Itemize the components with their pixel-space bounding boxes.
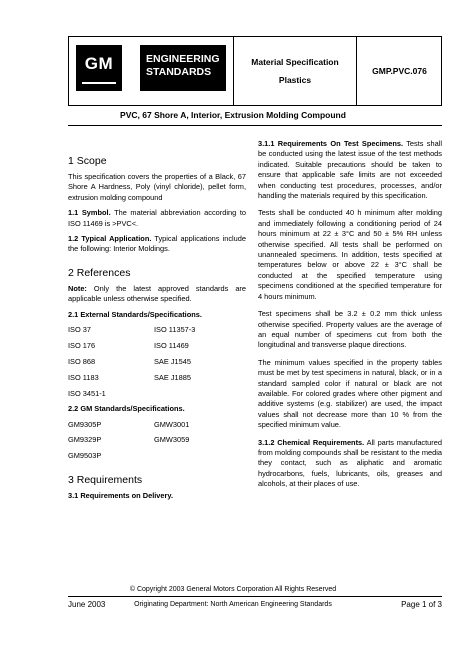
- standard-item: ISO 11357-3: [154, 325, 196, 335]
- minimum-values-paragraph: The minimum values specified in the property tables must be met by test specimens in natural, black, or in a standard sampled color if natural or black are not available. For colored grades where other pigment and additive systems (e.g. stabilizer) are used, the impact values shall not decrease more than 10 % from the specified minimum value.: [258, 357, 442, 430]
- chemical-requirements-label: 3.1.2 Chemical Requirements.: [258, 437, 365, 447]
- standard-item: ISO 176: [68, 340, 96, 350]
- scope-text: This specification covers the properties of a Black, 67 Shore A Hardness, Poly (vinyl chloride), pellet form, extrusion molding compound: [68, 172, 246, 202]
- standard-item: GM9503P: [68, 451, 102, 461]
- symbol-text: The material abbreviation according to ISO 11469 is >PVC<.: [68, 208, 246, 228]
- gm-logo-underline: [82, 82, 116, 84]
- gm-logo-text: GM: [84, 54, 114, 73]
- standard-item: [154, 389, 234, 399]
- standard-item: ISO 1183: [68, 372, 99, 382]
- standard-item: GM9329P: [68, 435, 102, 445]
- conditioning-paragraph: Tests shall be conducted 40 h minimum after molding and immediately following a conditioning period of 24 hours minimum at 22 ± 3°C and 50 ± 5% RH unless otherwise specified. All tests shall be performed on unannealed specimens. In addition, tests specified at temperatures below or above 22 ± 3°C shall be conducted at the specified temperature using specimens conditioned at the specified temperature for 4 hours minimum.: [258, 208, 442, 301]
- typical-label: 1.2 Typical Application.: [68, 234, 152, 244]
- symbol-paragraph: [68, 208, 246, 229]
- note-label: Note:: [68, 283, 87, 293]
- left-column: [68, 155, 246, 501]
- copyright: © Copyright 2003 General Motors Corporation All Rights Reserved: [129, 586, 337, 593]
- chemical-requirements-paragraph: [258, 438, 442, 490]
- footer-date: June 2003: [68, 600, 106, 609]
- test-specimens-paragraph: [258, 139, 442, 201]
- spec-subtitle: Plastics: [278, 75, 312, 85]
- standard-item: SAE J1885: [154, 372, 191, 382]
- document-title: PVC, 67 Shore A, Interior, Extrusion Molding Compound: [120, 110, 346, 120]
- right-column: [258, 139, 442, 490]
- scope-heading: 1 Scope: [68, 155, 107, 167]
- standard-item: ISO 11469: [154, 340, 189, 350]
- chemical-requirements-text: All parts manufactured from molding compounds shall be resistant to the media they contact, such as aliphatic and aromatic hydrocarbons, fuels, lubricants, oils, greases and alcohols, at their places of use.: [258, 437, 442, 489]
- typical-paragraph: [68, 234, 246, 255]
- test-specimens-text: Tests shall be conducted using the latest issue of the test methods indicated. Suitable precautions should be taken to ensure that applicable safe limits are not exceeded when conducting test procedures, processes, and/or handling the materials required by this specification.: [258, 139, 442, 201]
- standard-item: ISO 868: [68, 356, 96, 366]
- typical-text: Typical applications include the following: Interior Moldings.: [68, 234, 246, 254]
- standard-item: GM9305P: [68, 419, 102, 429]
- brand-line-1: ENGINEERING: [146, 53, 220, 65]
- page-number: Page 1 of 3: [401, 600, 442, 609]
- note-text: Only the latest approved standards are applicable unless otherwise specified.: [68, 283, 247, 304]
- external-standards-heading: 2.1 External Standards/Specifications.: [68, 309, 202, 319]
- standard-item: GMW3001: [154, 419, 190, 429]
- title-rule: [68, 125, 442, 126]
- gm-standards-heading: 2.2 GM Standards/Specifications.: [68, 404, 185, 414]
- requirements-heading: 3 Requirements: [68, 473, 143, 486]
- gm-standards-list: [68, 420, 246, 462]
- brand-line-2: STANDARDS: [146, 66, 212, 78]
- standard-item: [154, 451, 234, 461]
- standard-item: SAE J1545: [154, 356, 191, 366]
- spec-title-cell: [234, 36, 357, 106]
- references-heading: 2 References: [68, 266, 131, 279]
- footer-department: Originating Department: North American Engineering Standards: [134, 601, 332, 608]
- engineering-standards-logo: [140, 45, 226, 91]
- requirements-delivery-heading: 3.1 Requirements on Delivery.: [68, 490, 174, 500]
- standard-item: ISO 3451-1: [68, 388, 106, 398]
- test-specimens-label: 3.1.1 Requirements On Test Specimens.: [258, 139, 404, 148]
- note-paragraph: [68, 284, 246, 305]
- footer-rule: [68, 596, 442, 597]
- specimen-thickness-paragraph: Test specimens shall be 3.2 ± 0.2 mm thick unless otherwise specified. Property values are the average of an equal number of specimens cut from both the longitudinal and transverse plaque directions.: [258, 309, 442, 350]
- external-standards-list: [68, 325, 246, 399]
- standard-item: ISO 37: [68, 325, 92, 335]
- standard-item: GMW3059: [154, 435, 190, 445]
- spec-title: Material Specification: [251, 57, 339, 67]
- symbol-label: 1.1 Symbol.: [68, 208, 111, 218]
- spec-code: GMP.PVC.076: [372, 66, 427, 76]
